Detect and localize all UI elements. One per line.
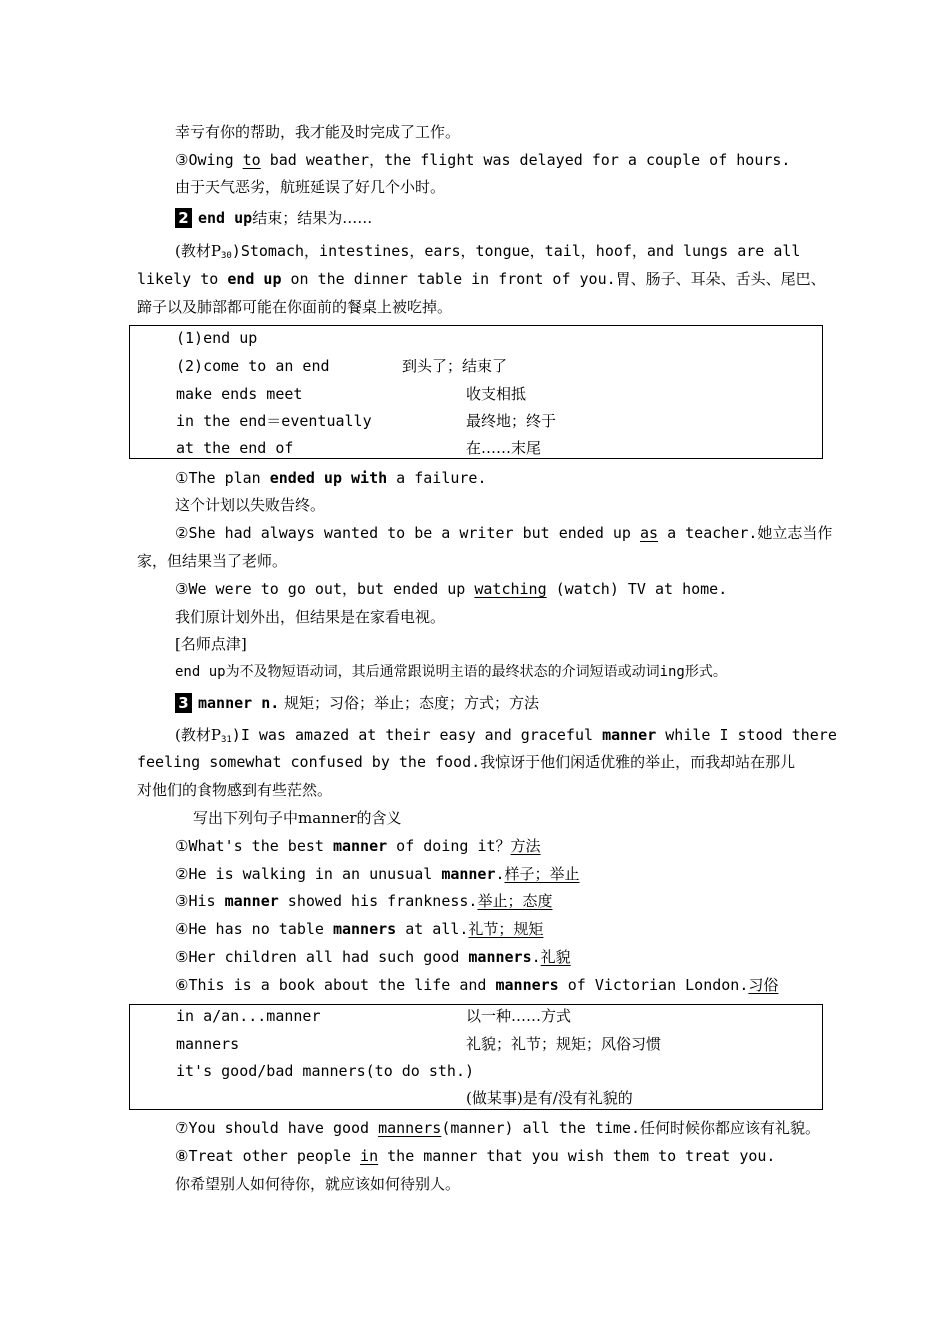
translation: 家，但结果当了老师。 [137, 552, 288, 570]
text-line: 幸亏有你的帮助，我才能及时完成了工作。 [175, 123, 461, 141]
answer-blank: 习俗 [748, 976, 779, 994]
answer-blank: 礼节；规矩 [468, 920, 544, 938]
answer-blank: watching [474, 580, 547, 598]
answer-blank: to [242, 151, 261, 169]
textbook-quote: (教材$P_{30})Stomach$，intestines，ears，tongue，tail，hoof，and lungs are all [175, 242, 801, 261]
translation: 你希望别人如何待你，就应该如何待别人。 [175, 1175, 461, 1193]
exercise-item: ②He is walking in an unusual manner.样子；举止 [175, 865, 580, 883]
textbook-quote-cont: 蹄子以及肺部都可能在你面前的餐桌上被吃掉。 [137, 298, 453, 316]
section-number: 2 [175, 208, 192, 228]
exercise-item: ①What's the best manner of doing it？方法 [175, 837, 541, 855]
answer-blank: 样子；举止 [504, 865, 580, 883]
answer-blank: in [360, 1147, 379, 1165]
translation: 这个计划以失败告终。 [175, 496, 326, 514]
example-sentence: ③We were to go out，but ended up watching (watch) TV at home. [175, 580, 728, 598]
textbook-quote-cont: feeling somewhat confused by the food.我惊讶于他们闲适优雅的举止，而我却站在那儿 [137, 753, 796, 771]
exercise-item: ⑥This is a book about the life and manners of Victorian London.习俗 [175, 976, 779, 994]
textbook-quote-cont: likely to end up on the dinner table in front of you.胃、肠子、耳朵、舌头、尾巴、 [137, 270, 826, 288]
translation: 由于天气恶劣，航班延误了好几个小时。 [175, 178, 446, 196]
section-number: 3 [175, 693, 192, 713]
exercise-item: ③His manner showed his frankness.举止；态度 [175, 892, 553, 910]
exercise-item: ④He has no table manners at all.礼节；规矩 [175, 920, 544, 938]
section-heading-3: 3 manner n. 规矩；习俗；举止；态度；方式；方法 [175, 693, 539, 713]
answer-blank: as [640, 524, 659, 542]
section-heading-2: 2 end up结束；结果为…… [175, 208, 372, 228]
textbook-quote: (教材$P_{31})I$ was amazed at their easy and graceful manner while I stood there [175, 726, 837, 745]
answer-blank: 举止；态度 [477, 892, 553, 910]
example-sentence: ⑦You should have good manners(manner) all the time.任何时候你都应该有礼貌。 [175, 1119, 820, 1137]
phrase-box: in a/an...manner 以一种……方式 manners 礼貌；礼节；规矩；风俗习惯 it's good/bad manners(to do sth.) (做某事)是有/没有礼貌的 [129, 1004, 823, 1110]
exercise-item: ⑤Her children all had such good manners.礼貌 [175, 948, 571, 966]
translation: 我们原计划外出，但结果是在家看电视。 [175, 608, 446, 626]
example-sentence: ①The plan ended up with a failure. [175, 469, 487, 487]
example-sentence: ⑧Treat other people in the manner that you wish them to treat you. [175, 1147, 776, 1165]
answer-blank: manners [378, 1119, 442, 1137]
phrase-box: (1)end up (2)come to an end 到头了；结束了 make ends meet 收支相抵 in the end＝eventually 最终地；终于 at the end of 在……末尾 [129, 325, 823, 459]
tip-text: end up为不及物短语动词，其后通常跟说明主语的最终状态的介词短语或动词ing形式。 [175, 664, 727, 680]
answer-blank: 礼貌 [540, 948, 571, 966]
tip-title: [名师点津] [175, 635, 247, 653]
task-instruction: 写出下列句子中manner的含义 [193, 809, 402, 827]
textbook-quote-cont: 对他们的食物感到有些茫然。 [137, 781, 333, 799]
example-sentence: ③Owing to bad weather，the flight was delayed for a couple of hours. [175, 151, 791, 169]
example-sentence: ②She had always wanted to be a writer but ended up as a teacher.她立志当作 [175, 524, 833, 542]
answer-blank: 方法 [510, 837, 541, 855]
